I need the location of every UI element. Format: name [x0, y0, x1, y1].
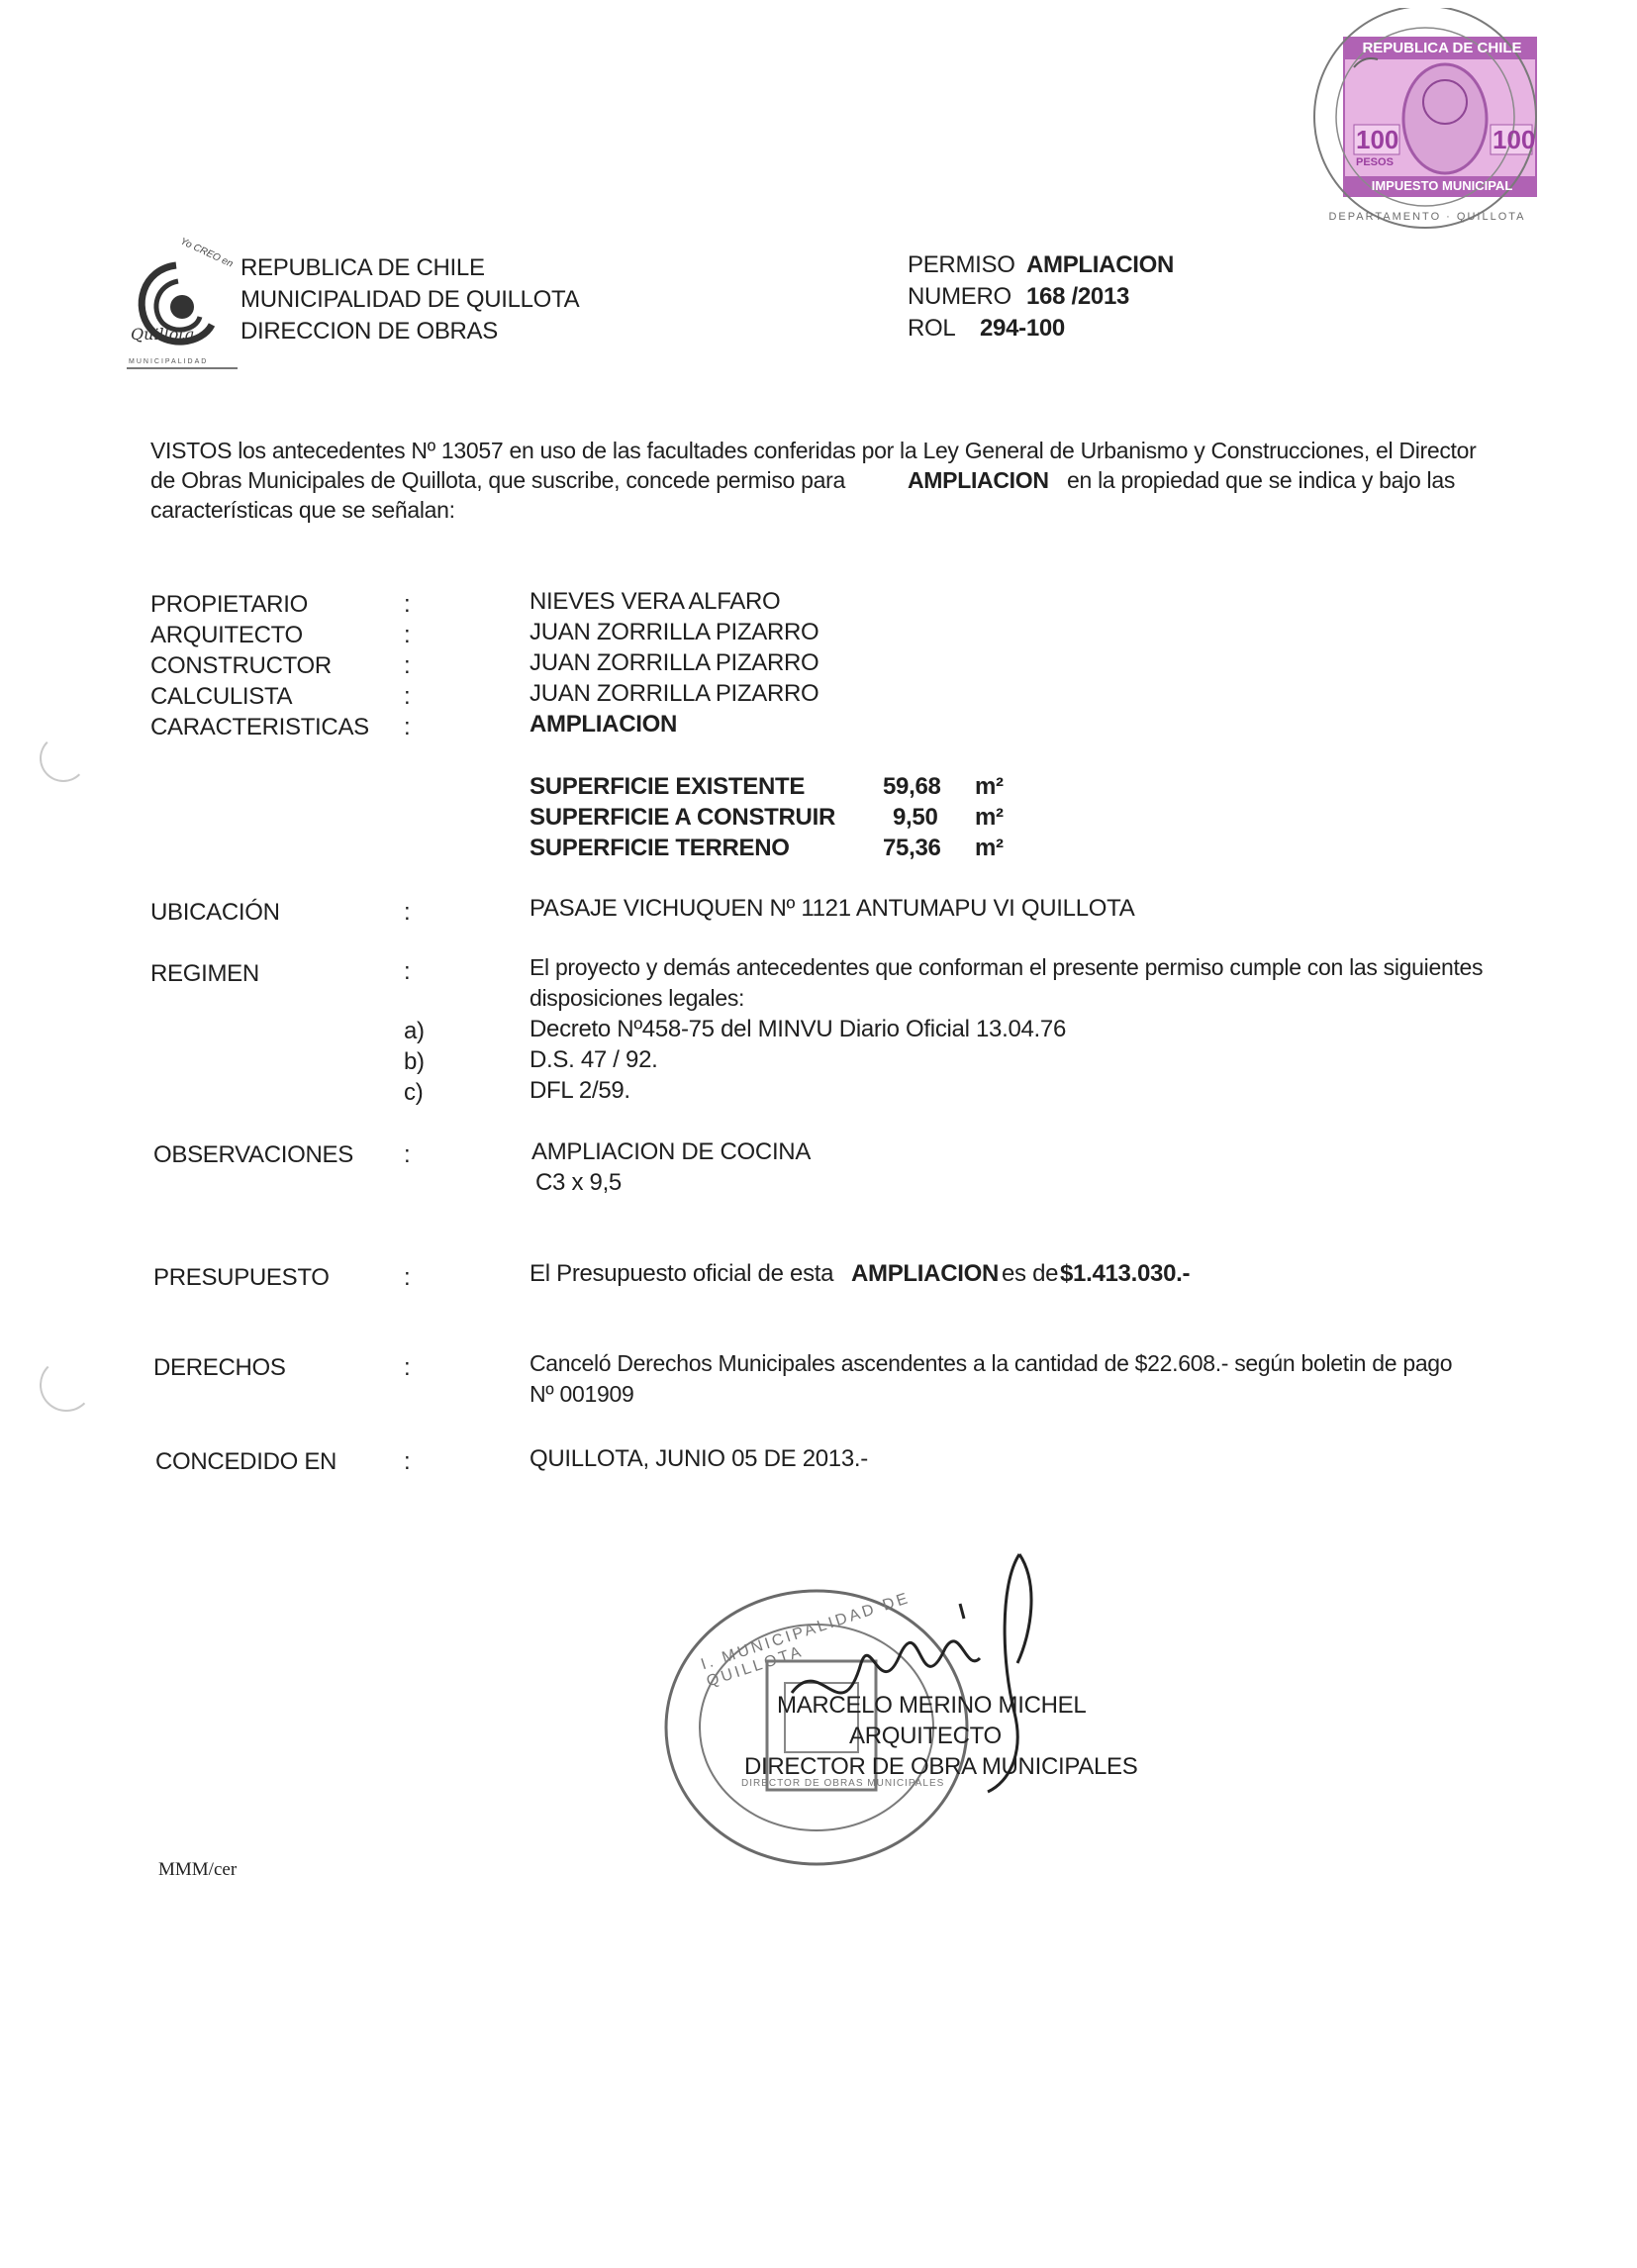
intro-line-1: VISTOS los antecedentes Nº 13057 en uso de las facultades conferidas por la Ley General de Urbanismo y Construcciones, el Director: [150, 438, 1477, 463]
characteristics-value: AMPLIACION: [530, 711, 677, 738]
owner-label: PROPIETARIO: [150, 591, 308, 618]
builder-colon: :: [404, 652, 411, 679]
regime-item-b-marker: b): [404, 1048, 425, 1075]
seal-outer-text: I. MUNICIPALIDAD DE QUILLOTA: [699, 1589, 913, 1691]
owner-colon: :: [404, 591, 411, 618]
logo-arc-text: Yo CREO en: [178, 236, 235, 270]
owner-value: NIEVES VERA ALFARO: [530, 588, 781, 615]
surface-land-label: SUPERFICIE TERRENO: [530, 835, 790, 861]
granted-colon: :: [404, 1448, 411, 1475]
builder-value: JUAN ZORRILLA PIZARRO: [530, 649, 819, 676]
permit-rol-value: 294-100: [980, 315, 1065, 342]
surface-existing-value: 59,68: [883, 773, 941, 800]
budget-text-b: AMPLIACION: [851, 1260, 999, 1287]
signer-title: ARQUITECTO: [849, 1723, 1002, 1749]
location-value: PASAJE VICHUQUEN Nº 1121 ANTUMAPU VI QUILLOTA: [530, 895, 1135, 922]
granted-label: CONCEDIDO EN: [155, 1448, 337, 1475]
granted-value: QUILLOTA, JUNIO 05 DE 2013.-: [530, 1445, 868, 1472]
stamp-unit: PESOS: [1356, 156, 1394, 168]
intro-line-2c: en la propiedad que se indica y bajo las: [1067, 467, 1456, 493]
regime-item-c: DFL 2/59.: [530, 1077, 630, 1104]
header-department: DIRECCION DE OBRAS: [241, 318, 498, 345]
punch-hole-mark: [40, 1358, 93, 1412]
stamp-seal-text: DEPARTAMENTO · QUILLOTA: [1328, 211, 1526, 223]
regime-item-b: D.S. 47 / 92.: [530, 1046, 658, 1073]
calculist-colon: :: [404, 683, 411, 710]
intro-line-3: características que se señalan:: [150, 497, 455, 523]
budget-colon: :: [404, 1264, 411, 1291]
seal-inner-text: DIRECTOR DE OBRAS MUNICIPALES: [741, 1778, 945, 1789]
surface-build-unit: m²: [975, 804, 1004, 831]
fees-line-2: Nº 001909: [530, 1381, 634, 1407]
permit-type-value: AMPLIACION: [1026, 251, 1174, 278]
regime-line-2: disposiciones legales:: [530, 985, 745, 1011]
municipal-logo: [121, 236, 241, 374]
surface-build-label: SUPERFICIE A CONSTRUIR: [530, 804, 835, 831]
stamp-country: REPUBLICA DE CHILE: [1362, 40, 1522, 56]
signer-name: MARCELO MERINO MICHEL: [777, 1692, 1087, 1719]
surface-existing-label: SUPERFICIE EXISTENTE: [530, 773, 806, 800]
characteristics-colon: :: [404, 714, 411, 740]
fees-label: DERECHOS: [153, 1354, 286, 1381]
budget-label: PRESUPUESTO: [153, 1264, 330, 1291]
regime-line-1: El proyecto y demás antecedentes que conforman el presente permiso cumple con las siguientes: [530, 954, 1484, 980]
intro-line-2a: de Obras Municipales de Quillota, que suscribe, concede permiso para: [150, 467, 845, 493]
stamp-value-right: 100: [1493, 125, 1536, 154]
location-colon: :: [404, 899, 411, 926]
logo-script-text: Quillota: [131, 325, 195, 344]
budget-amount: $1.413.030.-: [1060, 1260, 1191, 1287]
stamp-value-left: 100: [1356, 125, 1399, 154]
budget-text-c: es de: [1002, 1260, 1059, 1287]
observations-colon: :: [404, 1141, 411, 1168]
builder-label: CONSTRUCTOR: [150, 652, 332, 679]
characteristics-label: CARACTERISTICAS: [150, 714, 369, 740]
calculist-value: JUAN ZORRILLA PIZARRO: [530, 680, 819, 707]
stamp-label: IMPUESTO MUNICIPAL: [1371, 178, 1513, 193]
regime-colon: :: [404, 958, 411, 985]
reference-initials: MMM/cer: [158, 1859, 238, 1880]
observations-label: OBSERVACIONES: [153, 1141, 353, 1168]
fees-line-1: Canceló Derechos Municipales ascendentes a la cantidad de $22.608.- según boletin de pago: [530, 1350, 1453, 1376]
header-republic: REPUBLICA DE CHILE: [241, 254, 485, 281]
observations-line-2: C3 x 9,5: [535, 1169, 622, 1196]
punch-hole-mark: [40, 735, 87, 782]
architect-label: ARQUITECTO: [150, 622, 303, 648]
surface-land-unit: m²: [975, 835, 1004, 861]
fees-colon: :: [404, 1354, 411, 1381]
regime-item-a-marker: a): [404, 1018, 425, 1044]
surface-build-value: 9,50: [893, 804, 938, 831]
regime-item-c-marker: c): [404, 1079, 424, 1106]
logo-bottom-text: MUNICIPALIDAD: [129, 358, 209, 365]
architect-value: JUAN ZORRILLA PIZARRO: [530, 619, 819, 645]
surface-land-value: 75,36: [883, 835, 941, 861]
location-label: UBICACIÓN: [150, 899, 280, 926]
architect-colon: :: [404, 622, 411, 648]
observations-line-1: AMPLIACION DE COCINA: [531, 1138, 812, 1165]
tax-stamp: [1297, 8, 1554, 236]
calculist-label: CALCULISTA: [150, 683, 293, 710]
budget-text-a: El Presupuesto oficial de esta: [530, 1260, 834, 1287]
permit-rol-label: ROL: [908, 315, 956, 342]
header-municipality: MUNICIPALIDAD DE QUILLOTA: [241, 286, 580, 313]
permit-number-label: NUMERO: [908, 283, 1011, 310]
signer-position: DIRECTOR DE OBRA MUNICIPALES: [744, 1753, 1138, 1780]
permit-number-value: 168 /2013: [1026, 283, 1130, 310]
intro-line-2b: AMPLIACION: [908, 467, 1049, 493]
regime-item-a: Decreto Nº458-75 del MINVU Diario Oficial 13.04.76: [530, 1016, 1067, 1042]
permit-type-label: PERMISO: [908, 251, 1015, 278]
surface-existing-unit: m²: [975, 773, 1004, 800]
regime-label: REGIMEN: [150, 960, 259, 987]
